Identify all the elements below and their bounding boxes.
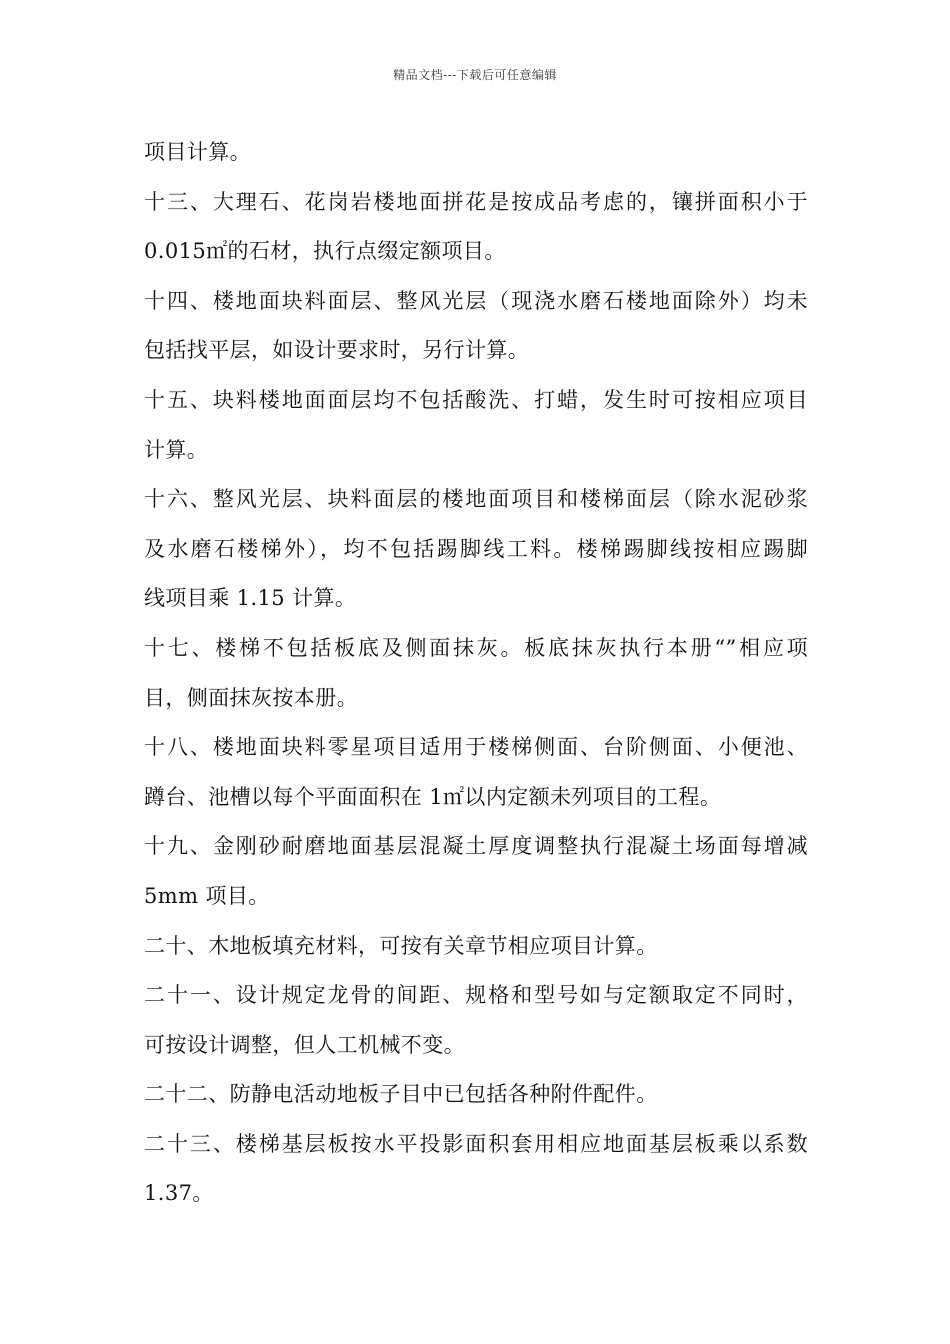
text-line: 线项目乘 1.15 计算。 bbox=[144, 586, 357, 611]
text-line: 二十二、防静电活动地板子目中已包括各种附件配件。 bbox=[144, 1082, 658, 1107]
document-body bbox=[144, 128, 808, 1219]
text-line: 十七、楼梯不包括板底及侧面抹灰。板底抹灰执行本册“”相应项 bbox=[144, 635, 808, 660]
text-line: 十六、整风光层、块料面层的楼地面项目和楼梯面层（除水泥砂浆 bbox=[144, 487, 808, 512]
text-line: 十八、楼地面块料零星项目适用于楼梯侧面、台阶侧面、小便池、 bbox=[144, 735, 808, 760]
text-line: 蹲台、池槽以每个平面面积在 1㎡以内定额未列项目的工程。 bbox=[144, 784, 722, 809]
text-line: 包括找平层，如设计要求时，另行计算。 bbox=[144, 338, 530, 363]
text-line: 十九、金刚砂耐磨地面基层混凝土厚度调整执行混凝土场面每增减 bbox=[144, 834, 808, 859]
text-line: 二十三、楼梯基层板按水平投影面积套用相应地面基层板乘以系数 bbox=[144, 1131, 808, 1156]
text-line: 二十、木地板填充材料，可按有关章节相应项目计算。 bbox=[144, 933, 658, 958]
text-line: 5mm 项目。 bbox=[144, 883, 270, 908]
text-line: 可按设计调整，但人工机械不变。 bbox=[144, 1032, 465, 1057]
text-line: 计算。 bbox=[144, 437, 209, 462]
text-line: 及水磨石楼梯外），均不包括踢脚线工料。楼梯踢脚线按相应踢脚 bbox=[144, 536, 808, 561]
text-line: 0.015㎡的石材，执行点缀定额项目。 bbox=[144, 239, 506, 264]
text-line: 十三、大理石、花岗岩楼地面拼花是按成品考虑的，镶拼面积小于 bbox=[144, 189, 808, 214]
text-line: 十四、楼地面块料面层、整风光层（现浇水磨石楼地面除外）均未 bbox=[144, 288, 808, 313]
page-header: 精品文档---下载后可任意编辑 bbox=[393, 68, 557, 82]
text-line: 二十一、设计规定龙骨的间距、规格和型号如与定额取定不同时， bbox=[144, 983, 808, 1008]
text-line: 1.37。 bbox=[144, 1181, 214, 1206]
text-line: 项目计算。 bbox=[144, 140, 251, 164]
text-line: 十五、块料楼地面面层均不包括酸洗、打蜡，发生时可按相应项目 bbox=[144, 387, 808, 412]
text-line: 目，侧面抹灰按本册。 bbox=[144, 685, 358, 710]
